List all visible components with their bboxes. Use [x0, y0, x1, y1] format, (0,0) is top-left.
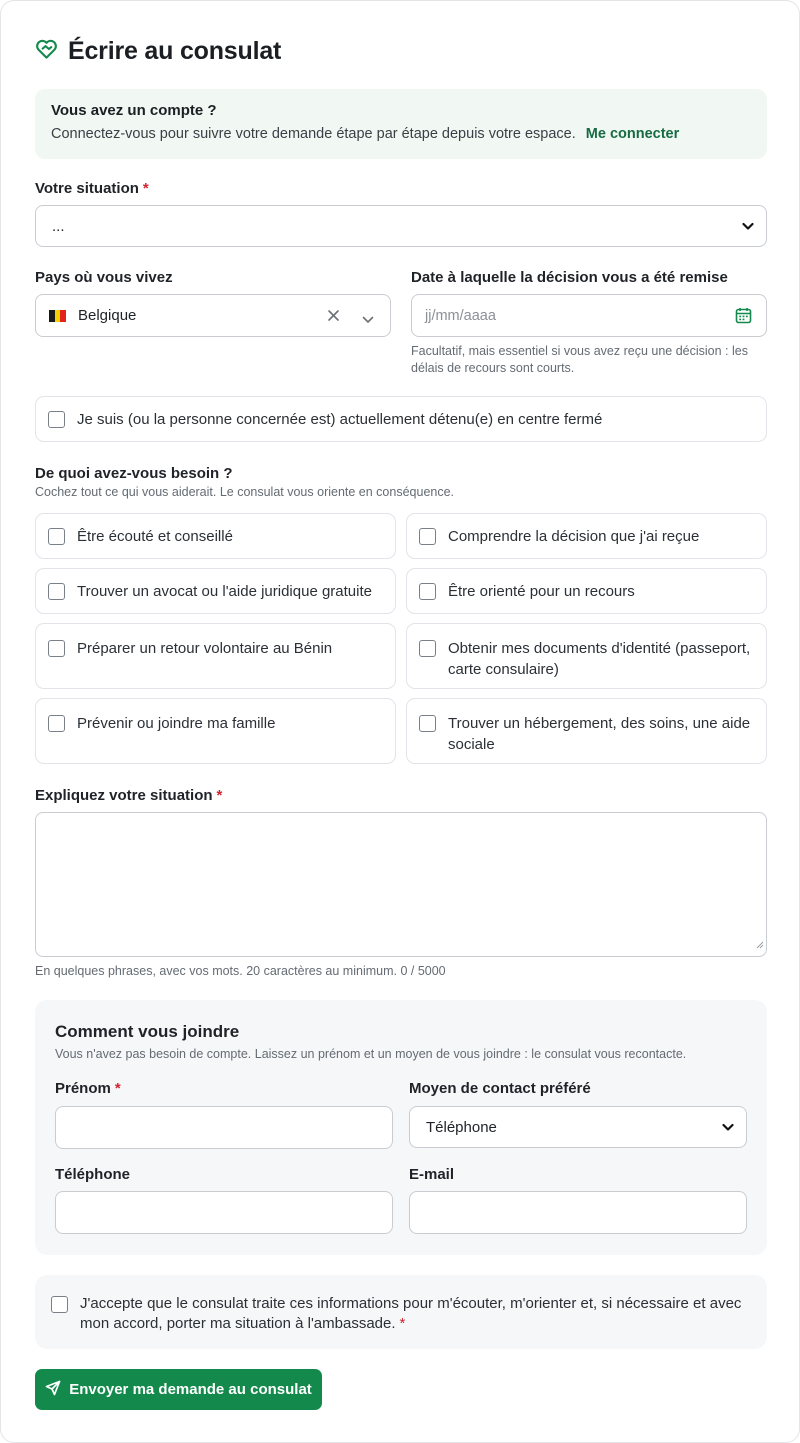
- need-option-label-line: Prévenir ou joindre ma famille: [77, 715, 276, 732]
- submit-button-label: Envoyer ma demande au consulat: [69, 1381, 312, 1398]
- need-option-label: Être écouté et conseillé: [77, 527, 233, 545]
- email-input[interactable]: [409, 1191, 747, 1234]
- need-option-label-line: sociale: [448, 736, 495, 753]
- page-title: [35, 37, 281, 66]
- country-select[interactable]: [35, 294, 391, 337]
- need-checkbox[interactable]: [419, 528, 436, 545]
- account-notice: [35, 89, 767, 159]
- detained-checkbox[interactable]: [48, 411, 65, 428]
- required-marker: *: [216, 787, 223, 804]
- need-option-label: [448, 638, 750, 680]
- need-option-documents[interactable]: [406, 623, 767, 689]
- country-select-value: Belgique: [78, 307, 137, 324]
- needs-subtitle: Cochez tout ce qui vous aiderait. Le consulat vous oriente en conséquence.: [35, 485, 455, 499]
- date-hint: [411, 343, 748, 377]
- send-icon: [45, 1380, 61, 1400]
- phone-label: Téléphone: [55, 1166, 131, 1183]
- phone-input[interactable]: [55, 1191, 393, 1234]
- contact-section: [35, 1000, 767, 1255]
- chevron-down-icon[interactable]: [362, 311, 374, 328]
- consent-label-line: J'accepte que le consulat traite ces informations pour m'écouter, m'orienter et, si nécessaire et avec: [80, 1295, 742, 1312]
- calendar-icon[interactable]: [735, 307, 752, 328]
- email-label: E-mail: [409, 1166, 455, 1183]
- required-marker: *: [114, 1080, 121, 1097]
- clear-icon[interactable]: [327, 309, 340, 326]
- preferred-contact-value: Téléphone: [426, 1118, 497, 1136]
- need-option-lawyer[interactable]: [35, 568, 396, 614]
- login-link[interactable]: Me connecter: [585, 126, 680, 142]
- need-option-appeal[interactable]: [406, 568, 767, 614]
- need-checkbox[interactable]: [48, 583, 65, 600]
- contact-subtitle: Vous n'avez pas besoin de compte. Laissez un prénom et un moyen de vous joindre : le consulat vous recontacte.: [55, 1047, 687, 1061]
- need-checkbox[interactable]: [48, 528, 65, 545]
- need-option-listen[interactable]: [35, 513, 396, 559]
- page-title-text: Écrire au consulat: [68, 37, 282, 65]
- explain-label-text: Expliquez votre situation: [35, 787, 213, 804]
- explain-label: [35, 787, 222, 804]
- explain-hint: En quelques phrases, avec vos mots. 20 caractères au minimum. 0 / 5000: [35, 964, 446, 978]
- need-checkbox[interactable]: [419, 715, 436, 732]
- firstname-label: [55, 1080, 121, 1097]
- consent-label: [80, 1294, 741, 1334]
- detained-checkbox-card[interactable]: [35, 396, 767, 442]
- consent-section[interactable]: [35, 1275, 767, 1349]
- need-checkbox[interactable]: [419, 583, 436, 600]
- consent-label-line: mon accord, porter ma situation à l'ambassade.: [80, 1315, 396, 1332]
- need-checkbox[interactable]: [419, 640, 436, 657]
- explain-textarea[interactable]: [35, 812, 767, 957]
- belgium-flag: [49, 310, 66, 322]
- date-hint-line: délais de recours sont courts.: [411, 361, 575, 375]
- need-option-label: [77, 638, 332, 659]
- heart-handshake-icon: [35, 38, 58, 65]
- need-option-label: [448, 713, 750, 755]
- needs-title: De quoi avez-vous besoin ?: [35, 465, 233, 482]
- preferred-contact-select[interactable]: [409, 1106, 747, 1148]
- chevron-down-icon: [742, 218, 754, 235]
- date-label: Date à laquelle la décision vous a été remise: [411, 269, 728, 286]
- account-notice-title: Vous avez un compte ?: [51, 102, 217, 119]
- contact-title: Comment vous joindre: [55, 1022, 240, 1041]
- firstname-input[interactable]: [55, 1106, 393, 1149]
- need-checkbox[interactable]: [48, 715, 65, 732]
- situation-label: [35, 180, 149, 197]
- need-option-label: Être orienté pour un recours: [448, 582, 635, 600]
- chevron-down-icon: [722, 1119, 734, 1136]
- account-notice-description: Connectez-vous pour suivre votre demande étape par étape depuis votre espace.: [51, 126, 576, 142]
- need-option-family[interactable]: [35, 698, 396, 764]
- consent-checkbox[interactable]: [51, 1296, 68, 1313]
- firstname-label-text: Prénom: [55, 1080, 111, 1097]
- detained-checkbox-label: Je suis (ou la personne concernée est) actuellement détenu(e) en centre fermé: [77, 410, 603, 428]
- need-option-housing[interactable]: [406, 698, 767, 764]
- required-marker: *: [399, 1315, 406, 1332]
- need-option-label-line: carte consulaire): [448, 661, 559, 678]
- resize-handle-icon[interactable]: [755, 936, 764, 954]
- submit-button[interactable]: [35, 1369, 322, 1410]
- situation-select[interactable]: [35, 205, 767, 247]
- date-input[interactable]: [411, 294, 767, 337]
- country-label: Pays où vous vivez: [35, 269, 173, 286]
- date-input-placeholder: jj/mm/aaaa: [425, 307, 496, 324]
- required-marker: *: [142, 180, 149, 197]
- need-option-label-line: Obtenir mes documents d'identité (passeport,: [448, 640, 751, 657]
- situation-label-text: Votre situation: [35, 180, 139, 197]
- need-option-voluntary-return[interactable]: [35, 623, 396, 689]
- need-option-label: Comprendre la décision que j'ai reçue: [448, 527, 700, 545]
- need-checkbox[interactable]: [48, 640, 65, 657]
- preferred-contact-label: Moyen de contact préféré: [409, 1080, 591, 1097]
- need-option-label: Trouver un avocat ou l'aide juridique gratuite: [77, 582, 372, 600]
- need-option-label-line: Préparer un retour volontaire au Bénin: [77, 640, 333, 657]
- situation-select-value: ...: [52, 217, 65, 235]
- need-option-label-line: Trouver un hébergement, des soins, une aide: [448, 715, 751, 732]
- need-option-understand-decision[interactable]: [406, 513, 767, 559]
- need-option-label: [77, 713, 275, 734]
- date-hint-line: Facultatif, mais essentiel si vous avez reçu une décision : les: [411, 344, 748, 358]
- account-notice-text: [51, 126, 751, 142]
